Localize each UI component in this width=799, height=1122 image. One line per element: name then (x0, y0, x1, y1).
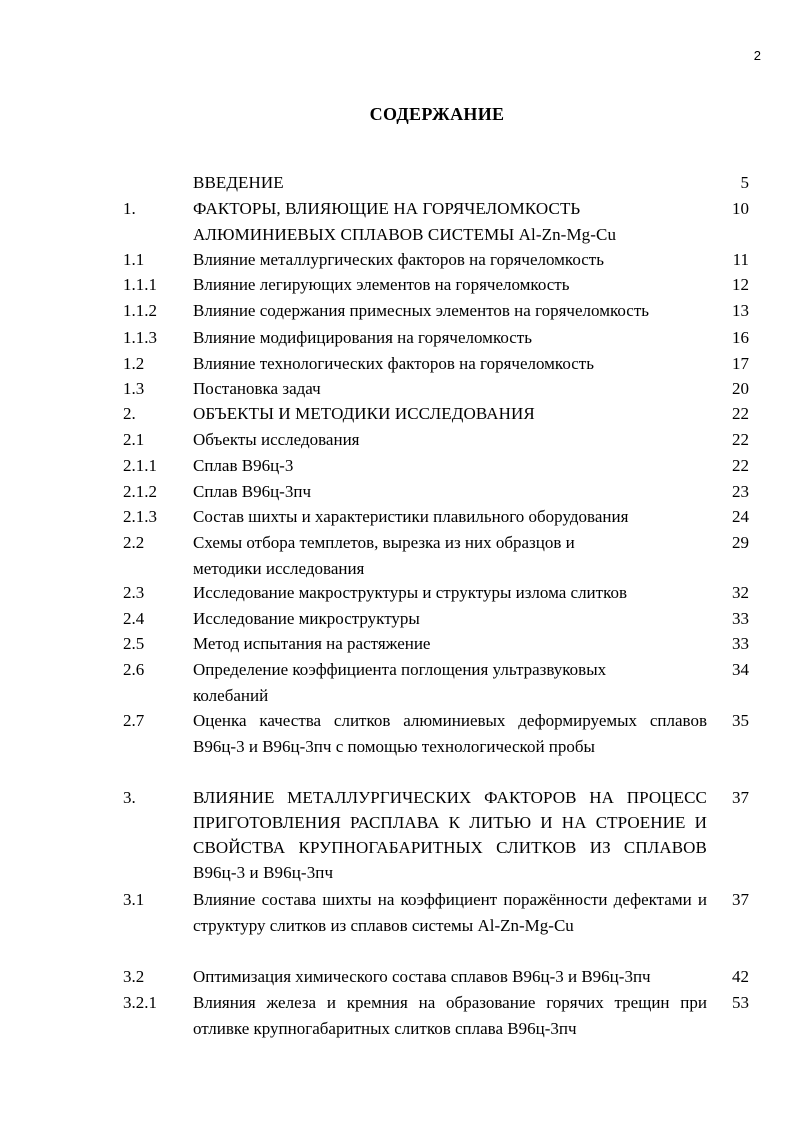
toc-entry-number: 2.1.3 (123, 507, 157, 526)
toc-entry-page: 42 (732, 967, 749, 986)
toc-entry-title: Сплав В96ц-3пч (193, 482, 311, 501)
toc-entry-number: 1.1 (123, 250, 145, 269)
toc-entry-title: ФАКТОРЫ, ВЛИЯЮЩИЕ НА ГОРЯЧЕЛОМКОСТЬ АЛЮМИНИЕВЫХ СПЛАВОВ СИСТЕМЫ Al-Zn-Mg-Cu (193, 199, 617, 244)
toc-entry-page: 22 (732, 404, 749, 423)
page-title: СОДЕРЖАНИЕ (369, 104, 505, 124)
toc-entry-page: 11 (732, 250, 749, 269)
toc-entry-page: 17 (732, 354, 749, 373)
toc-entry-title: Влияние содержания примесных элементов на горячеломкость (193, 301, 649, 320)
toc-entry-number: 3.2.1 (123, 993, 157, 1012)
toc-entry-title: Сплав В96ц-3 (193, 456, 294, 475)
toc-entry-number: 3.1 (123, 890, 145, 909)
toc-entry-title: Определение коэффициента поглощения ультразвуковых колебаний (193, 660, 607, 705)
toc-entry-number: 2. (123, 404, 136, 423)
toc-entry-page: 5 (740, 173, 749, 192)
toc-entry-page: 33 (732, 609, 749, 628)
toc-entry-number: 3.2 (123, 967, 145, 986)
toc-entry-title: Исследование микроструктуры (193, 609, 420, 628)
toc-entry-number: 2.4 (123, 609, 145, 628)
toc-entry-title: Состав шихты и характеристики плавильного оборудования (193, 507, 629, 526)
toc-entry-title: ВЛИЯНИЕ МЕТАЛЛУРГИЧЕСКИХ ФАКТОРОВ НА ПРОЦЕСС ПРИГОТОВЛЕНИЯ РАСПЛАВА К ЛИТЬЮ И НА СТРОЕНИЕ И СВОЙСТВА КРУПНОГАБАРИТНЫХ СЛИТКОВ ИЗ СПЛАВОВ В96ц-3 и В96ц-3пч (193, 788, 707, 882)
toc-entry-number: 1.1.2 (123, 301, 157, 320)
toc-entry-number: 2.2 (123, 533, 145, 552)
toc-entry-title: Метод испытания на растяжение (193, 634, 431, 653)
toc-entry-number: 1.1.3 (123, 328, 157, 347)
toc-entry-title: Оптимизация химического состава сплавов В96ц-3 и В96ц-3пч (193, 967, 651, 986)
toc-entry-page: 24 (732, 507, 749, 526)
toc-entry-title: Влияния железа и кремния на образование горячих трещин при отливке крупногабаритных слитков сплава В96ц-3пч (193, 993, 707, 1038)
toc-entry-page: 32 (732, 583, 749, 602)
toc-entry-number: 2.1.1 (123, 456, 157, 475)
toc-entry-number: 2.7 (123, 711, 145, 730)
toc-entry-title: ОБЪЕКТЫ И МЕТОДИКИ ИССЛЕДОВАНИЯ (193, 404, 535, 423)
toc-entry-number: 3. (123, 788, 136, 807)
page-number: 2 (753, 48, 761, 63)
toc-entry-number: 2.1 (123, 430, 145, 449)
toc-entry-page: 33 (732, 634, 749, 653)
toc-entry-page: 22 (732, 456, 749, 475)
toc-entry-title: Объекты исследования (193, 430, 360, 449)
toc-entry-title: Схемы отбора темплетов, вырезка из них образцов и методики исследования (193, 533, 575, 578)
toc-entry-title: Влияние технологических факторов на горячеломкость (193, 354, 594, 373)
toc-entry-page: 12 (732, 275, 749, 294)
toc-entry-number: 1.2 (123, 354, 145, 373)
toc-entry-page: 16 (732, 328, 749, 347)
toc-entry-title: Постановка задач (193, 379, 321, 398)
toc-entry-number: 1.3 (123, 379, 145, 398)
toc-entry-page: 13 (732, 301, 749, 320)
toc-entry-page: 35 (732, 711, 749, 730)
toc-entry-page: 20 (732, 379, 749, 398)
toc-entry-page: 22 (732, 430, 749, 449)
toc-entry-title: Влияние состава шихты на коэффициент поражённости дефектами и структуру слитков из сплавов системы Al-Zn-Mg-Cu (193, 890, 707, 935)
toc-entry-title: Влияние металлургических факторов на горячеломкость (193, 250, 604, 269)
toc-entry-title: Влияние модифицирования на горячеломкость (193, 328, 532, 347)
toc-entry-page: 53 (732, 993, 749, 1012)
toc-entry-number: 1. (123, 199, 136, 218)
toc-entry-page: 23 (732, 482, 749, 501)
toc-entry-number: 2.1.2 (123, 482, 157, 501)
toc-entry-page: 29 (732, 533, 749, 552)
toc-entry-page: 37 (732, 890, 749, 909)
toc-entry-title: Исследование макроструктуры и структуры излома слитков (193, 583, 628, 602)
toc-entry-page: 34 (732, 660, 749, 679)
toc-entry-number: 1.1.1 (123, 275, 157, 294)
toc-entry-number: 2.5 (123, 634, 145, 653)
toc-entry-page: 10 (732, 199, 749, 218)
toc-entry-number: 2.6 (123, 660, 145, 679)
toc-entry-title: Оценка качества слитков алюминиевых деформируемых сплавов В96ц-3 и В96ц-3пч с помощью технологической пробы (193, 711, 707, 756)
toc-entry-number: 2.3 (123, 583, 145, 602)
toc-entry-title: ВВЕДЕНИЕ (193, 173, 284, 192)
toc-entry-page: 37 (732, 788, 749, 807)
toc-entry-title: Влияние легирующих элементов на горячеломкость (193, 275, 570, 294)
